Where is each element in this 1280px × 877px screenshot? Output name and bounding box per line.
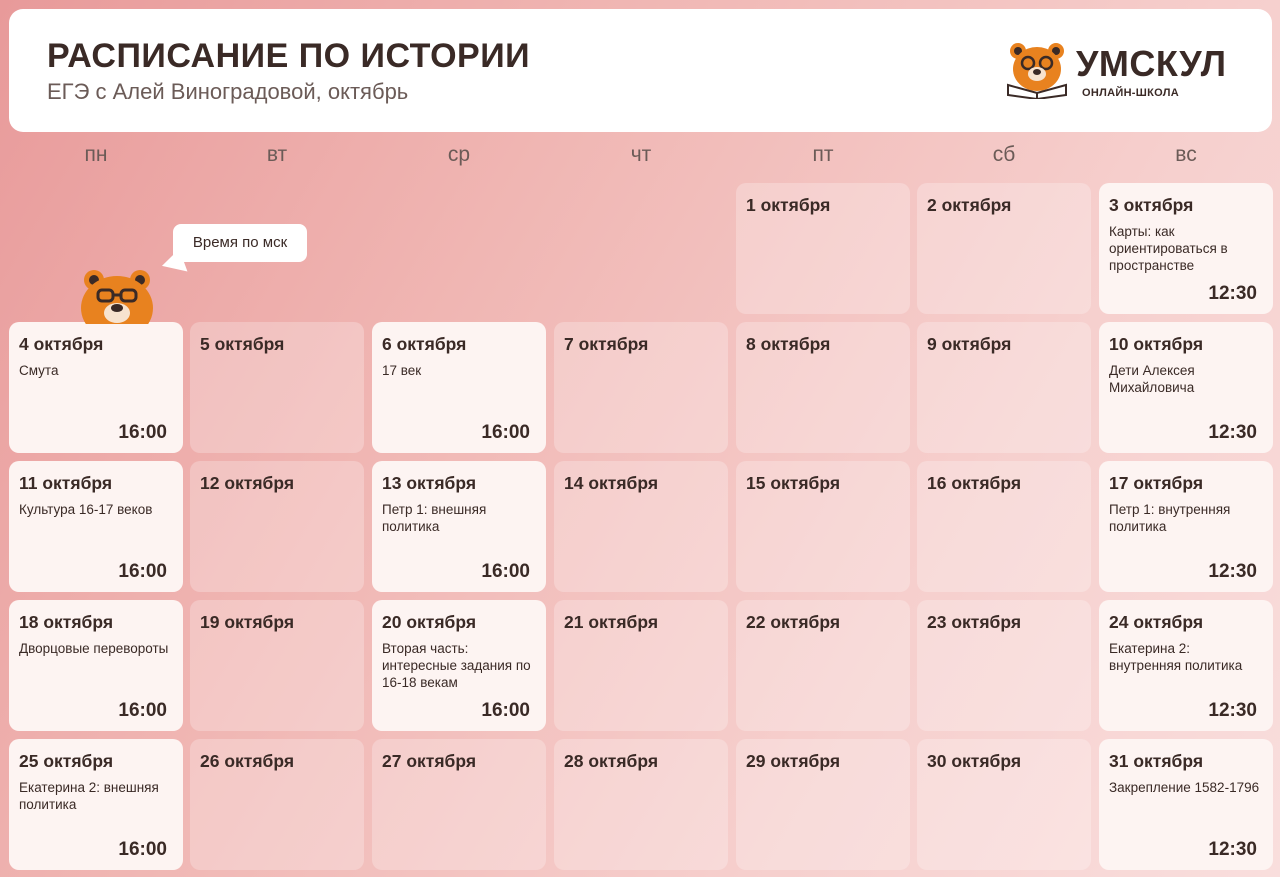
day-date: 25 октября bbox=[19, 751, 114, 771]
day-date: 22 октября bbox=[746, 612, 841, 632]
day-date: 5 октября bbox=[200, 334, 285, 354]
lesson-time: 12:30 bbox=[1208, 839, 1257, 860]
calendar-day-with-lesson[interactable] bbox=[1099, 461, 1273, 592]
calendar-day[interactable] bbox=[736, 183, 910, 314]
day-date: 16 октября bbox=[927, 473, 1022, 493]
calendar-day-with-lesson[interactable] bbox=[9, 739, 183, 870]
calendar-day[interactable] bbox=[190, 461, 364, 592]
lesson-time: 12:30 bbox=[1208, 283, 1257, 304]
day-date: 17 октября bbox=[1109, 473, 1204, 493]
lesson-time: 12:30 bbox=[1208, 700, 1257, 721]
calendar-day[interactable] bbox=[736, 739, 910, 870]
lesson-topic: Карты: как ориентироваться в пространстве bbox=[1109, 224, 1228, 273]
calendar-day[interactable] bbox=[554, 461, 728, 592]
day-date: 13 октября bbox=[382, 473, 477, 493]
calendar-day-with-lesson[interactable] bbox=[1099, 739, 1273, 870]
calendar-day-with-lesson[interactable] bbox=[9, 600, 183, 731]
day-date: 20 октября bbox=[382, 612, 477, 632]
lesson-topic: Смута bbox=[19, 363, 59, 378]
calendar-day-with-lesson[interactable] bbox=[1099, 183, 1273, 314]
day-date: 19 октября bbox=[200, 612, 295, 632]
day-date: 23 октября bbox=[927, 612, 1022, 632]
lesson-time: 16:00 bbox=[118, 422, 167, 443]
day-date: 14 октября bbox=[564, 473, 659, 493]
calendar-day[interactable] bbox=[917, 183, 1091, 314]
day-date: 28 октября bbox=[564, 751, 659, 771]
lesson-time: 16:00 bbox=[118, 561, 167, 582]
lesson-time: 16:00 bbox=[481, 422, 530, 443]
brand-name: УМСКУЛ bbox=[1076, 43, 1227, 84]
calendar-day[interactable] bbox=[736, 322, 910, 453]
day-date: 18 октября bbox=[19, 612, 114, 632]
lesson-topic: Закрепление 1582-1796 bbox=[1109, 780, 1260, 795]
brand-logo[interactable] bbox=[1004, 41, 1234, 111]
calendar-day[interactable] bbox=[190, 600, 364, 731]
lesson-topic: Дети Алексея Михайловича bbox=[1109, 363, 1195, 395]
calendar-day[interactable] bbox=[736, 600, 910, 731]
day-date: 9 октября bbox=[927, 334, 1012, 354]
day-date: 6 октября bbox=[382, 334, 467, 354]
calendar-day[interactable] bbox=[917, 322, 1091, 453]
day-date: 8 октября bbox=[746, 334, 831, 354]
day-date: 29 октября bbox=[746, 751, 841, 771]
header-card bbox=[9, 9, 1272, 132]
bear-with-glasses-icon bbox=[74, 268, 160, 324]
calendar-day[interactable] bbox=[917, 739, 1091, 870]
day-date: 26 октября bbox=[200, 751, 295, 771]
calendar-day[interactable] bbox=[917, 461, 1091, 592]
lesson-topic: Культура 16-17 веков bbox=[19, 502, 153, 517]
brand-tagline: ОНЛАЙН-ШКОЛА bbox=[1082, 87, 1179, 99]
calendar-day-with-lesson[interactable] bbox=[9, 461, 183, 592]
lesson-time: 12:30 bbox=[1208, 561, 1257, 582]
calendar-day[interactable] bbox=[372, 739, 546, 870]
lesson-time: 16:00 bbox=[118, 839, 167, 860]
day-date: 10 октября bbox=[1109, 334, 1204, 354]
lesson-topic: Вторая часть: интересные задания по 16-18 векам bbox=[382, 641, 531, 690]
weekday-label: пт bbox=[812, 143, 834, 166]
lesson-time: 16:00 bbox=[481, 700, 530, 721]
calendar-day-with-lesson[interactable] bbox=[9, 322, 183, 453]
calendar-day-with-lesson[interactable] bbox=[372, 600, 546, 731]
lesson-topic: Петр 1: внешняя политика bbox=[382, 502, 487, 534]
calendar-day-with-lesson[interactable] bbox=[1099, 322, 1273, 453]
day-date: 24 октября bbox=[1109, 612, 1204, 632]
lesson-topic: 17 век bbox=[382, 363, 422, 378]
day-date: 27 октября bbox=[382, 751, 477, 771]
page-title: РАСПИСАНИЕ ПО ИСТОРИИ bbox=[47, 37, 531, 75]
day-date: 21 октября bbox=[564, 612, 659, 632]
lesson-topic: Екатерина 2: внешняя политика bbox=[19, 780, 159, 812]
calendar-day[interactable] bbox=[554, 739, 728, 870]
weekday-label: сб bbox=[992, 143, 1016, 166]
day-date: 4 октября bbox=[19, 334, 104, 354]
calendar-day[interactable] bbox=[554, 322, 728, 453]
calendar-day-with-lesson[interactable] bbox=[1099, 600, 1273, 731]
weekday-label: ср bbox=[447, 143, 471, 166]
weekday-label: пн bbox=[84, 143, 108, 166]
lesson-topic: Екатерина 2: внутренняя политика bbox=[1109, 641, 1243, 673]
bear-reading-book-icon bbox=[1004, 41, 1070, 99]
calendar-day-with-lesson[interactable] bbox=[372, 322, 546, 453]
calendar-day[interactable] bbox=[554, 600, 728, 731]
calendar-day[interactable] bbox=[190, 322, 364, 453]
day-date: 30 октября bbox=[927, 751, 1022, 771]
lesson-time: 12:30 bbox=[1208, 422, 1257, 443]
calendar-day[interactable] bbox=[736, 461, 910, 592]
lesson-topic: Дворцовые перевороты bbox=[19, 641, 169, 656]
weekday-label: вс bbox=[1175, 143, 1197, 166]
calendar-day[interactable] bbox=[190, 739, 364, 870]
day-date: 11 октября bbox=[19, 473, 113, 493]
day-date: 15 октября bbox=[746, 473, 841, 493]
day-date: 12 октября bbox=[200, 473, 295, 493]
calendar-day[interactable] bbox=[917, 600, 1091, 731]
weekday-label: чт bbox=[630, 143, 652, 166]
timezone-note: Время по мск bbox=[173, 224, 307, 262]
lesson-time: 16:00 bbox=[481, 561, 530, 582]
calendar-day-with-lesson[interactable] bbox=[372, 461, 546, 592]
lesson-topic: Петр 1: внутренняя политика bbox=[1109, 502, 1231, 534]
lesson-time: 16:00 bbox=[118, 700, 167, 721]
day-date: 31 октября bbox=[1109, 751, 1204, 771]
day-date: 2 октября bbox=[927, 195, 1012, 215]
page-subtitle: ЕГЭ с Алей Виноградовой, октябрь bbox=[47, 79, 409, 104]
day-date: 1 октября bbox=[746, 195, 831, 215]
day-date: 3 октября bbox=[1109, 195, 1194, 215]
day-date: 7 октября bbox=[564, 334, 649, 354]
weekday-label: вт bbox=[266, 143, 288, 166]
